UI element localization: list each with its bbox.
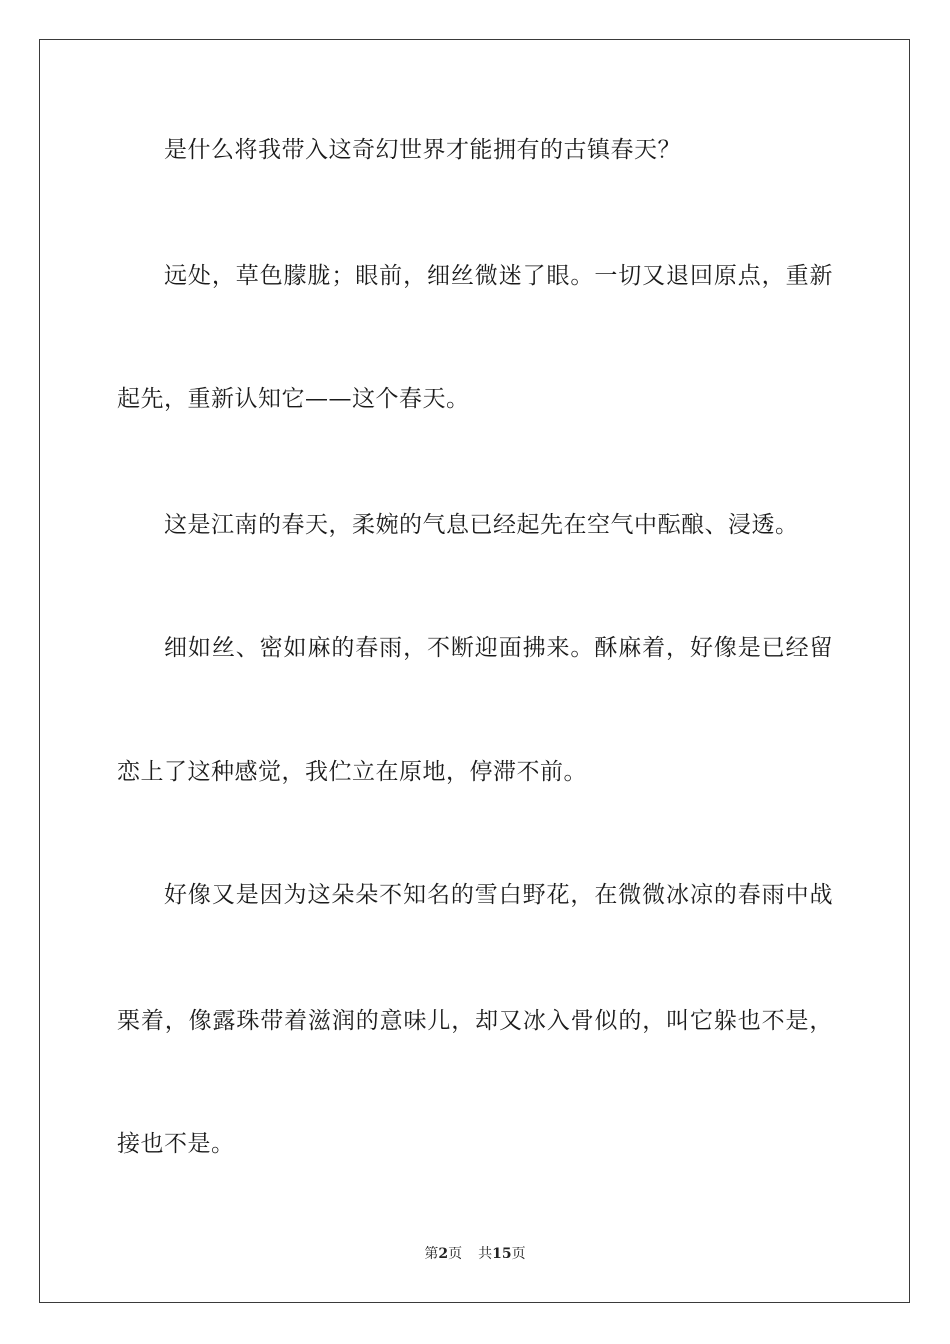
paragraph-5-line-1: 好 像 又 是 因 为 这 朵 朵 不 知 名 的 雪 白 野 花 ， 在 微 微 冰 凉 的 春 雨 中 战 (164, 882, 833, 908)
footer-total-prefix: 共 (478, 1246, 493, 1262)
footer-total-number: 15 (492, 1246, 512, 1262)
paragraph-2-line-1: 远 处 ， 草 色 朦 胧 ； 眼 前 ， 细 丝 微 迷 了 眼 。 一 切 又 退 回 原 点 ， 重 新 (164, 263, 833, 289)
paragraph-5-line-3: 接也不是。 (117, 1131, 235, 1157)
paragraph-4-line-2: 恋上了这种感觉，我伫立在原地，停滞不前。 (117, 759, 587, 785)
paragraph-1-line-1: 是什么将我带入这奇幻世界才能拥有的古镇春天？ (164, 137, 681, 163)
paragraph-2-line-2: 起先，重新认知它——这个春天。 (117, 386, 470, 412)
page-border (39, 39, 910, 1303)
paragraph-5-line-2: 栗 着 ， 像 露 珠 带 着 滋 润 的 意 味 儿 ， 却 又 冰 入 骨 似 的 ， 叫 它 躲 也 不 是 ， (117, 1008, 833, 1034)
page-footer (0, 1243, 950, 1263)
footer-page-suffix: 页 (448, 1246, 463, 1262)
footer-total-suffix: 页 (511, 1246, 526, 1262)
paragraph-4-line-1: 细 如 丝 、 密 如 麻 的 春 雨 ， 不 断 迎 面 拂 来 。 酥 麻 着 ， 好 像 是 已 经 留 (164, 635, 833, 661)
paragraph-3-line-1: 这是江南的春天，柔婉的气息已经起先在空气中酝酿、浸透。 (164, 512, 799, 538)
footer-page-prefix: 第 (424, 1246, 439, 1262)
footer-page-number: 2 (438, 1246, 449, 1262)
